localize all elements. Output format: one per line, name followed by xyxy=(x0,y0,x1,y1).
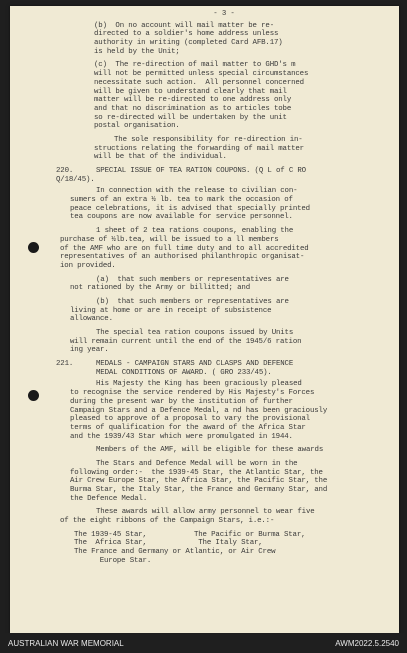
item-220: 220. SPECIAL ISSUE OF TEA RATION COUPONS. (Q L of C RO Q/18/45). In connection with the release to civilian con- sumers of an extra ½ lb. tea to mark the occasion of peace celebrations, it is advised that specially printed tea coupons are now available for service personnel. 1 sheet of 2 tea rations coupons, enabling the purchase of ½lb.tea, will be issued to a ll members of the AMF who are on full time duty and to all accredited representatives of an authorised philanthropic organisat- ion provided. (a) that such members or representatives are not rationed by the Army or billitted; and (b) that such members or representatives are living at home or are in receipt of subsistence allowance. The special tea ration coupons issued by Units will remain current until the end of the 1945/6 ration ing year. xyxy=(56,167,392,355)
item-heading: SPECIAL ISSUE OF TEA RATION COUPONS. (Q L of C RO xyxy=(96,167,306,175)
punch-hole xyxy=(28,242,39,253)
archive-footer xyxy=(0,633,407,653)
typed-text xyxy=(56,10,392,566)
list-item: The Africa Star, The Italy Star, xyxy=(74,539,263,548)
campaign-star-list xyxy=(56,531,392,566)
list-item: Europe Star. xyxy=(74,556,152,565)
item-number: 221. xyxy=(56,360,74,369)
document-page xyxy=(10,6,399,633)
item-221: 221. MEDALS - CAMPAIGN STARS AND CLASPS AND DEFENCE MEDAL CONDITIONS OF AWARD. ( GRO 233/45). His Majesty the King has been graciously pleased to recognise the service rendered by His Majesty's Forces during the present war by the institution of further Campaign Stars and a Defence Medal, a nd has been graciously pleased to approve of a proposal to vary the provisional terms of qualification for the award of the Africa Star and the 1939/43 Star which were promulgated in 1944. Members of the AMF, will be eligible for these awards The Stars and Defence Medal will be worn in the following order:- the 1939-45 Star, the Atlantic Star, the Air Crew Europe Star, the Africa Star, the Pacific Star, the Burma Star, the Italy Star, the France and Germany Star, and the Defence Medal. These awards will allow army personnel to wear five of the eight ribbons of the Campaign Stars, i.e.:- The 1939-45 Star, The Pacific or Burma Star, The Africa Star, The Italy Star, The France and Germany or Atlantic, or Air Crew Europe Star. xyxy=(56,360,392,565)
footer-accession-id: AWM2022.5.2540 xyxy=(335,638,399,648)
para-c: (c) The re-direction of mail matter to GHD's m will not be permitted unless special circumstances necessitate such action. All personnel concerned will be given to understand clearly that mail matter will be re-directed to one address only and that no discrimination as to articles tobe so re-directed will be undertaken by the unit postal organisation. xyxy=(94,61,309,131)
list-item: The France and Germany or Atlantic, or Air Crew xyxy=(74,548,276,557)
footer-institution: AUSTRALIAN WAR MEMORIAL xyxy=(8,638,124,648)
item-heading: Q/18/45). xyxy=(56,175,95,184)
punch-hole xyxy=(28,390,39,401)
item-heading: MEDAL CONDITIONS OF AWARD. ( GRO 233/45). xyxy=(96,368,272,377)
para-b: (b) On no account will mail matter be re- directed to a soldier's home address unless authority in writing (completed Card AFB.17) is held by the Unit; xyxy=(94,21,283,56)
list-item: The 1939-45 Star, The Pacific or Burma Star, xyxy=(74,530,306,539)
item-number: 220. xyxy=(56,167,74,175)
item-heading: MEDALS - CAMPAIGN STARS AND CLASPS AND DEFENCE xyxy=(96,360,294,369)
para-sole-responsibility: The sole responsibility for re-direction in- structions relating the forwarding of mail matter will be that of the individual. xyxy=(94,135,304,162)
page-number: - 3 - xyxy=(213,10,235,18)
